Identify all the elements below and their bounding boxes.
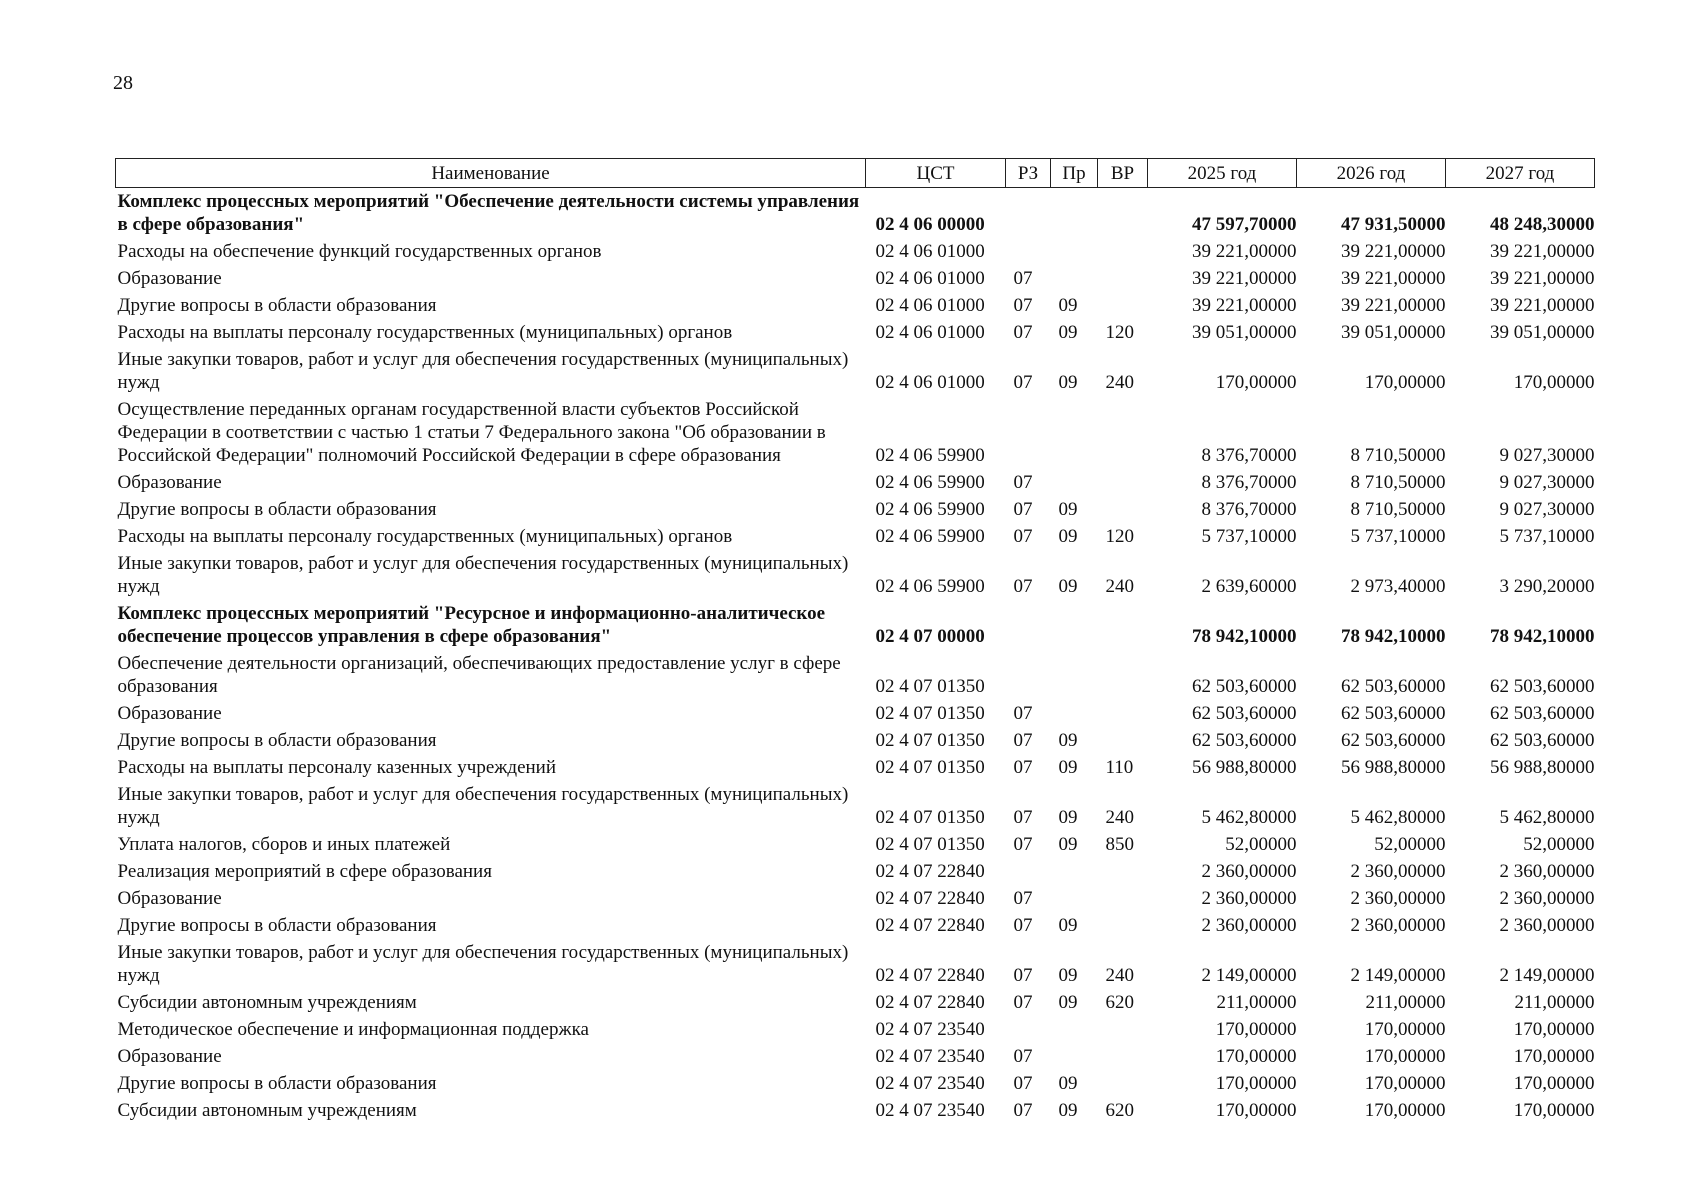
- row-rz: [1006, 650, 1051, 700]
- row-rz: 07: [1013, 992, 1033, 1013]
- table-row: [116, 939, 1595, 989]
- row-2025: 62 503,60000: [1192, 703, 1297, 724]
- row-pr: 09: [1058, 322, 1078, 343]
- row-2027: 48 248,30000: [1490, 214, 1595, 235]
- row-vr: [1098, 600, 1148, 650]
- row-cst: 02 4 07 22840: [875, 915, 985, 936]
- row-2025: 47 597,70000: [1192, 214, 1297, 235]
- row-rz: 07: [1013, 472, 1033, 493]
- row-rz: 07: [1013, 965, 1033, 986]
- row-name: Другие вопросы в области образования: [117, 730, 437, 751]
- row-2025: 56 988,80000: [1192, 757, 1297, 778]
- row-2026: 39 051,00000: [1341, 322, 1446, 343]
- row-2025: 8 376,70000: [1201, 472, 1297, 493]
- row-2026: 8 710,50000: [1350, 472, 1446, 493]
- row-name: Субсидии автономным учреждениям: [117, 992, 417, 1013]
- row-pr: [1051, 238, 1098, 265]
- row-vr: [1098, 292, 1148, 319]
- row-2027: 62 503,60000: [1490, 730, 1595, 751]
- row-2025: 211,00000: [1216, 992, 1297, 1013]
- row-pr: 09: [1058, 965, 1078, 986]
- header-pr: Пр: [1051, 159, 1098, 188]
- row-vr: [1098, 188, 1148, 239]
- table-row: [116, 1043, 1595, 1070]
- table-row: [116, 238, 1595, 265]
- row-2025: 170,00000: [1215, 1046, 1297, 1067]
- row-2026: 5 462,80000: [1350, 807, 1446, 828]
- row-cst: 02 4 07 22840: [875, 888, 985, 909]
- row-pr: [1051, 1016, 1098, 1043]
- row-cst: 02 4 06 00000: [875, 214, 985, 235]
- row-vr: 120: [1105, 526, 1134, 547]
- row-cst: 02 4 07 00000: [875, 626, 985, 647]
- row-rz: 07: [1013, 372, 1033, 393]
- row-2027: 170,00000: [1513, 1046, 1595, 1067]
- row-name: Осуществление переданных органам государственной власти субъектов Российской Федерации в соответствии с частью 1 статьи 7 Федерального закона "Об образовании в Российской Федерации" полномочий Российской Федерации в сфере образования: [117, 399, 826, 466]
- row-pr: 09: [1058, 834, 1078, 855]
- table-row: [116, 912, 1595, 939]
- table-row: [116, 346, 1595, 396]
- row-rz: [1006, 188, 1051, 239]
- table-row: [116, 989, 1595, 1016]
- row-2025: 2 360,00000: [1201, 861, 1297, 882]
- row-cst: 02 4 07 23540: [875, 1019, 985, 1040]
- row-rz: [1006, 396, 1051, 469]
- row-name: Субсидии автономным учреждениям: [117, 1100, 417, 1121]
- table-row: [116, 700, 1595, 727]
- row-name: Образование: [117, 703, 222, 724]
- row-cst: 02 4 07 22840: [875, 992, 985, 1013]
- row-rz: 07: [1013, 1100, 1033, 1121]
- row-2027: 170,00000: [1513, 1100, 1595, 1121]
- table-row: [116, 319, 1595, 346]
- row-rz: 07: [1013, 526, 1033, 547]
- row-2027: 211,00000: [1514, 992, 1595, 1013]
- row-rz: 07: [1013, 576, 1033, 597]
- table-row: [116, 496, 1595, 523]
- row-cst: 02 4 07 01350: [875, 676, 985, 697]
- row-pr: [1051, 858, 1098, 885]
- row-2027: 3 290,20000: [1499, 576, 1595, 597]
- header-2026: 2026 год: [1297, 159, 1446, 188]
- row-2027: 39 221,00000: [1490, 268, 1595, 289]
- table-row: [116, 885, 1595, 912]
- row-2026: 170,00000: [1364, 1100, 1446, 1121]
- row-2025: 2 360,00000: [1201, 888, 1297, 909]
- row-2027: 39 051,00000: [1490, 322, 1595, 343]
- row-2026: 62 503,60000: [1341, 703, 1446, 724]
- row-name: Расходы на выплаты персоналу казенных учреждений: [117, 757, 557, 778]
- row-cst: 02 4 07 23540: [875, 1100, 985, 1121]
- row-2026: 2 360,00000: [1350, 915, 1446, 936]
- row-2026: 2 973,40000: [1350, 576, 1446, 597]
- row-2027: 9 027,30000: [1499, 472, 1595, 493]
- row-vr: [1098, 265, 1148, 292]
- row-pr: 09: [1058, 576, 1078, 597]
- table-body: [116, 188, 1595, 1125]
- row-2027: 2 149,00000: [1499, 965, 1595, 986]
- table-row: [116, 1070, 1595, 1097]
- table-row: [116, 727, 1595, 754]
- row-vr: [1098, 912, 1148, 939]
- row-2026: 56 988,80000: [1341, 757, 1446, 778]
- row-rz: 07: [1013, 888, 1033, 909]
- row-cst: 02 4 07 01350: [875, 730, 985, 751]
- row-pr: [1051, 188, 1098, 239]
- row-name: Методическое обеспечение и информационная поддержка: [117, 1019, 589, 1040]
- row-name: Комплекс процессных мероприятий "Обеспечение деятельности системы управления в сфере образования": [117, 191, 860, 235]
- row-2026: 39 221,00000: [1341, 268, 1446, 289]
- row-name: Иные закупки товаров, работ и услуг для обеспечения государственных (муниципальных) нужд: [117, 784, 849, 828]
- row-pr: [1051, 600, 1098, 650]
- row-pr: [1051, 265, 1098, 292]
- row-2025: 5 737,10000: [1201, 526, 1297, 547]
- row-2027: 62 503,60000: [1490, 676, 1595, 697]
- row-2026: 211,00000: [1365, 992, 1446, 1013]
- row-name: Расходы на выплаты персоналу государственных (муниципальных) органов: [117, 526, 733, 547]
- row-2026: 170,00000: [1364, 372, 1446, 393]
- row-pr: 09: [1058, 807, 1078, 828]
- row-2027: 170,00000: [1513, 1073, 1595, 1094]
- row-pr: [1051, 650, 1098, 700]
- header-rz: РЗ: [1006, 159, 1051, 188]
- row-vr: 110: [1105, 757, 1134, 778]
- table-row: [116, 469, 1595, 496]
- row-name: Образование: [117, 1046, 222, 1067]
- row-2025: 39 221,00000: [1192, 268, 1297, 289]
- row-rz: 07: [1013, 268, 1033, 289]
- table-row: [116, 188, 1595, 239]
- row-rz: [1006, 1016, 1051, 1043]
- row-vr: [1098, 1016, 1148, 1043]
- row-vr: 240: [1105, 372, 1134, 393]
- row-vr: [1098, 650, 1148, 700]
- row-2026: 170,00000: [1364, 1046, 1446, 1067]
- header-vr: ВР: [1098, 159, 1148, 188]
- row-vr: [1098, 1070, 1148, 1097]
- row-name: Иные закупки товаров, работ и услуг для обеспечения государственных (муниципальных) нужд: [117, 349, 849, 393]
- row-vr: 120: [1105, 322, 1134, 343]
- row-pr: 09: [1058, 730, 1078, 751]
- row-name: Расходы на обеспечение функций государственных органов: [117, 241, 602, 262]
- header-name: Наименование: [116, 159, 866, 188]
- row-2025: 170,00000: [1215, 1100, 1297, 1121]
- row-cst: 02 4 06 59900: [875, 472, 985, 493]
- row-pr: 09: [1058, 757, 1078, 778]
- row-2025: 39 221,00000: [1192, 241, 1297, 262]
- row-2026: 2 360,00000: [1350, 888, 1446, 909]
- row-2026: 52,00000: [1374, 834, 1446, 855]
- table-row: [116, 781, 1595, 831]
- row-vr: [1098, 469, 1148, 496]
- row-2026: 5 737,10000: [1350, 526, 1446, 547]
- row-2027: 62 503,60000: [1490, 703, 1595, 724]
- row-cst: 02 4 07 01350: [875, 757, 985, 778]
- table-row: [116, 265, 1595, 292]
- row-2025: 39 051,00000: [1192, 322, 1297, 343]
- row-rz: 07: [1013, 757, 1033, 778]
- row-rz: [1006, 238, 1051, 265]
- row-2025: 8 376,70000: [1201, 445, 1297, 466]
- table-row: [116, 858, 1595, 885]
- row-vr: [1098, 238, 1148, 265]
- row-2025: 78 942,10000: [1192, 626, 1297, 647]
- row-vr: 620: [1105, 992, 1134, 1013]
- row-2026: 62 503,60000: [1341, 676, 1446, 697]
- row-2025: 39 221,00000: [1192, 295, 1297, 316]
- table-row: [116, 650, 1595, 700]
- row-2026: 8 710,50000: [1350, 499, 1446, 520]
- row-rz: 07: [1013, 322, 1033, 343]
- row-2025: 2 360,00000: [1201, 915, 1297, 936]
- row-name: Уплата налогов, сборов и иных платежей: [117, 834, 451, 855]
- row-pr: 09: [1058, 1073, 1078, 1094]
- row-2025: 62 503,60000: [1192, 730, 1297, 751]
- row-cst: 02 4 06 59900: [875, 499, 985, 520]
- row-pr: [1051, 396, 1098, 469]
- row-cst: 02 4 07 23540: [875, 1073, 985, 1094]
- row-2026: 62 503,60000: [1341, 730, 1446, 751]
- row-cst: 02 4 06 01000: [875, 372, 985, 393]
- row-name: Другие вопросы в области образования: [117, 915, 437, 936]
- row-vr: [1098, 700, 1148, 727]
- row-2026: 8 710,50000: [1350, 445, 1446, 466]
- row-2027: 2 360,00000: [1499, 888, 1595, 909]
- row-cst: 02 4 06 01000: [875, 295, 985, 316]
- table-row: [116, 754, 1595, 781]
- row-2027: 39 221,00000: [1490, 241, 1595, 262]
- table-row: [116, 523, 1595, 550]
- row-name: Образование: [117, 888, 222, 909]
- row-2026: 47 931,50000: [1341, 214, 1446, 235]
- row-rz: 07: [1013, 730, 1033, 751]
- row-rz: 07: [1013, 915, 1033, 936]
- table-row: [116, 831, 1595, 858]
- row-name: Иные закупки товаров, работ и услуг для обеспечения государственных (муниципальных) нужд: [117, 942, 849, 986]
- row-name: Другие вопросы в области образования: [117, 1073, 437, 1094]
- row-pr: 09: [1058, 526, 1078, 547]
- header-2025: 2025 год: [1148, 159, 1297, 188]
- row-2027: 9 027,30000: [1499, 445, 1595, 466]
- row-rz: 07: [1013, 295, 1033, 316]
- row-cst: 02 4 06 59900: [875, 526, 985, 547]
- row-name: Образование: [117, 268, 222, 289]
- row-vr: [1098, 496, 1148, 523]
- row-vr: 620: [1105, 1100, 1134, 1121]
- row-2027: 5 462,80000: [1499, 807, 1595, 828]
- row-vr: 240: [1105, 807, 1134, 828]
- row-cst: 02 4 07 22840: [875, 965, 985, 986]
- row-2027: 9 027,30000: [1499, 499, 1595, 520]
- row-pr: [1051, 1043, 1098, 1070]
- table-row: [116, 396, 1595, 469]
- table-row: [116, 550, 1595, 600]
- row-name: Реализация мероприятий в сфере образования: [117, 861, 492, 882]
- row-pr: 09: [1058, 499, 1078, 520]
- row-cst: 02 4 06 59900: [875, 576, 985, 597]
- row-2025: 5 462,80000: [1201, 807, 1297, 828]
- row-vr: [1098, 1043, 1148, 1070]
- row-pr: 09: [1058, 1100, 1078, 1121]
- row-pr: 09: [1058, 915, 1078, 936]
- header-cst: ЦСТ: [866, 159, 1006, 188]
- row-rz: 07: [1013, 499, 1033, 520]
- row-pr: [1051, 885, 1098, 912]
- row-cst: 02 4 07 01350: [875, 807, 985, 828]
- row-rz: 07: [1013, 703, 1033, 724]
- row-2027: 39 221,00000: [1490, 295, 1595, 316]
- row-2027: 52,00000: [1523, 834, 1595, 855]
- row-pr: 09: [1058, 992, 1078, 1013]
- row-2025: 8 376,70000: [1201, 499, 1297, 520]
- table-row: [116, 600, 1595, 650]
- table-row: [116, 1097, 1595, 1124]
- header-2027: 2027 год: [1446, 159, 1595, 188]
- row-rz: [1006, 858, 1051, 885]
- row-name: Другие вопросы в области образования: [117, 499, 437, 520]
- row-rz: 07: [1013, 834, 1033, 855]
- row-vr: [1098, 396, 1148, 469]
- row-name: Образование: [117, 472, 222, 493]
- row-2027: 5 737,10000: [1499, 526, 1595, 547]
- row-2026: 78 942,10000: [1341, 626, 1446, 647]
- row-cst: 02 4 06 01000: [875, 268, 985, 289]
- row-cst: 02 4 06 01000: [875, 241, 985, 262]
- row-2025: 2 149,00000: [1201, 965, 1297, 986]
- row-vr: 240: [1105, 965, 1134, 986]
- budget-table: [115, 158, 1595, 1124]
- row-2026: 2 149,00000: [1350, 965, 1446, 986]
- row-rz: [1006, 600, 1051, 650]
- row-name: Расходы на выплаты персоналу государственных (муниципальных) органов: [117, 322, 733, 343]
- row-2025: 2 639,60000: [1201, 576, 1297, 597]
- row-2027: 56 988,80000: [1490, 757, 1595, 778]
- row-2027: 170,00000: [1513, 372, 1595, 393]
- row-pr: 09: [1058, 372, 1078, 393]
- row-cst: 02 4 07 01350: [875, 703, 985, 724]
- row-2026: 170,00000: [1364, 1073, 1446, 1094]
- row-2026: 170,00000: [1364, 1019, 1446, 1040]
- row-2025: 62 503,60000: [1192, 676, 1297, 697]
- row-2027: 78 942,10000: [1490, 626, 1595, 647]
- row-2027: 2 360,00000: [1499, 861, 1595, 882]
- row-cst: 02 4 07 01350: [875, 834, 985, 855]
- row-name: Другие вопросы в области образования: [117, 295, 437, 316]
- row-rz: 07: [1013, 1046, 1033, 1067]
- row-2025: 170,00000: [1215, 1073, 1297, 1094]
- row-vr: 850: [1105, 834, 1134, 855]
- row-2027: 2 360,00000: [1499, 915, 1595, 936]
- page-number: 28: [113, 72, 133, 94]
- row-pr: [1051, 469, 1098, 496]
- row-vr: [1098, 885, 1148, 912]
- row-name: Комплекс процессных мероприятий "Ресурсное и информационно-аналитическое обеспечение процессов управления в сфере образования": [117, 603, 826, 647]
- table-row: [116, 1016, 1595, 1043]
- row-2025: 170,00000: [1215, 1019, 1297, 1040]
- row-name: Иные закупки товаров, работ и услуг для обеспечения государственных (муниципальных) нужд: [117, 553, 849, 597]
- row-cst: 02 4 06 59900: [875, 445, 985, 466]
- row-cst: 02 4 07 23540: [875, 1046, 985, 1067]
- row-vr: [1098, 727, 1148, 754]
- row-rz: 07: [1013, 807, 1033, 828]
- row-pr: 09: [1058, 295, 1078, 316]
- row-2025: 52,00000: [1225, 834, 1297, 855]
- table-header-row: [116, 159, 1595, 188]
- row-cst: 02 4 06 01000: [875, 322, 985, 343]
- row-2025: 170,00000: [1215, 372, 1297, 393]
- row-name: Обеспечение деятельности организаций, обеспечивающих предоставление услуг в сфере образования: [117, 653, 841, 697]
- row-cst: 02 4 07 22840: [875, 861, 985, 882]
- row-2026: 39 221,00000: [1341, 241, 1446, 262]
- row-vr: 240: [1105, 576, 1134, 597]
- row-2026: 2 360,00000: [1350, 861, 1446, 882]
- row-pr: [1051, 700, 1098, 727]
- row-2026: 39 221,00000: [1341, 295, 1446, 316]
- row-rz: 07: [1013, 1073, 1033, 1094]
- row-2027: 170,00000: [1513, 1019, 1595, 1040]
- row-vr: [1098, 858, 1148, 885]
- table-row: [116, 292, 1595, 319]
